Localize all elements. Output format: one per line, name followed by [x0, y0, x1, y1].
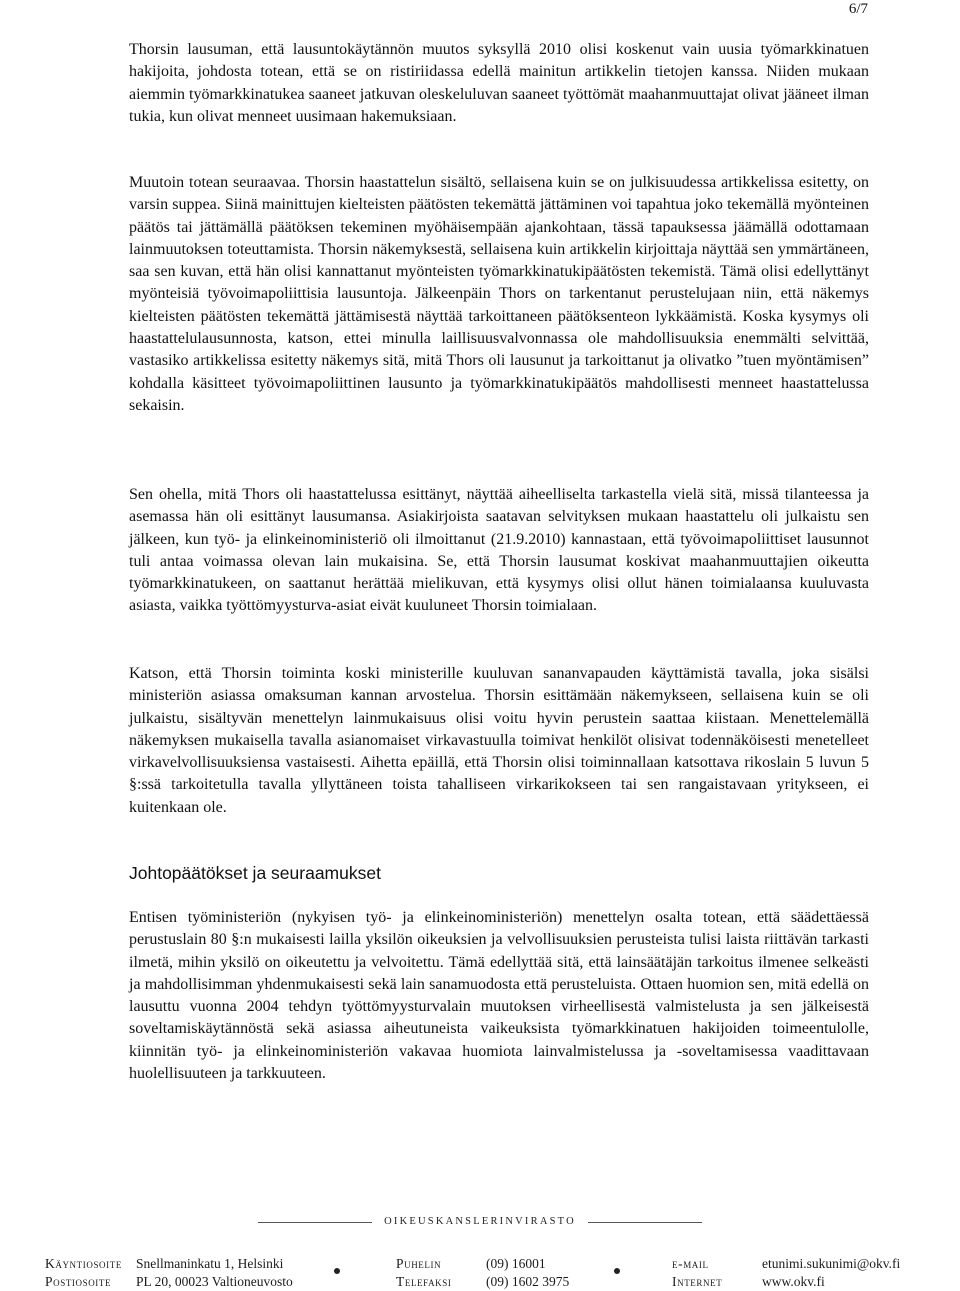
web-label: Internet — [672, 1274, 723, 1289]
web-value[interactable]: www.okv.fi — [762, 1274, 825, 1289]
paragraph-5: Entisen työministeriön (nykyisen työ- ja elinkeinoministeriön) menettelyn osalta totean, että säädettäessä perustuslain 80 §:n mukaisesti lailla yksilön oikeuksien ja velvollisuuksien perusteista tulisi laista riittävän tarkasti ilmetä, mihin yksilö on oikeutettu ja velvoitettu. Tämä edellyttää sitä, että lainsäätäjän tarkoitus ilmenee selkeästi ja mahdollisimman yhdenmukaisesti sekä lain sanamuodosta että perusteluista. Ottaen huomion sen, mitä edellä on lausuttu vuonna 2004 tehdyn työttömyysturvalain muutoksen virheellisestä valmistelusta ja sen jälkeisestä soveltamiskäytännöstä sekä asiassa aiheutuneista vaikeuksista työmarkkinatuen hakijoiden toimeentulolle, kiinnitän työ- ja elinkeinoministeriön vakavaa huomiota lainvalmistelussa ja -soveltamisessa vaadittavaan huolellisuuteen ja tarkkuuteen. — [129, 909, 869, 1083]
paragraph-1: Thorsin lausuman, että lausuntokäytännön muutos syksyllä 2010 olisi koskenut vain uusia työmarkkinatuen hakijoita, johdosta totean, että se on ristiriidassa edellä mainitun artikkelin tietojen kanssa. Niiden mukaan aiemmin työmarkkinatukea saaneet jatkuvan oleskeluluvan saaneet työttömät maahanmuuttajat olivat jääneet ilman tukia, kun olivat menneet uusimaan hakemuksiaan. — [129, 41, 869, 125]
email-label: e-mail — [672, 1256, 709, 1271]
phone-value: (09) 16001 — [486, 1256, 546, 1271]
bullet-dot-icon — [614, 1268, 620, 1274]
section-heading: Johtopäätökset ja seuraamukset — [129, 863, 381, 883]
fax-label: Telefaksi — [396, 1274, 452, 1289]
bullet-dot-icon — [334, 1268, 340, 1274]
postal-address-label: Postiosoite — [45, 1274, 112, 1289]
visiting-address-value: Snellmaninkatu 1, Helsinki — [136, 1256, 284, 1271]
brand-name: OIKEUSKANSLERINVIRASTO — [372, 1216, 588, 1227]
postal-address-value: PL 20, 00023 Valtioneuvosto — [136, 1274, 293, 1289]
phone-label: Puhelin — [396, 1256, 442, 1271]
visiting-address-label: Käyntiosoite — [45, 1256, 122, 1271]
page-number: 6/7 — [848, 1, 868, 17]
fax-value: (09) 1602 3975 — [486, 1274, 570, 1289]
paragraph-3: Sen ohella, mitä Thors oli haastattelussa esittänyt, näyttää aiheelliselta tarkastella vielä sitä, missä tilanteessa ja asemassa hän oli esittänyt lausumansa. Asiakirjoista saatavan selvityksen mukaan haastattelu oli julkaistu sen jälkeen, kun työ- ja elinkeinoministeriö oli ilmoittanut (21.9.2010) kannastaan, että työvoimapoliittiset lausunnot tuli antaa voimassa olevan lain mukaisina. Se, että Thorsin lausumat koskivat maahanmuuttajien oikeutta työmarkkinatukeen, on saattanut herättää mielikuvan, että kysymys olisi ollut hänen toimialaansa kuuluvasta asiasta, vaikka työttömyysturva-asiat eivät kuuluneet Thorsin toimialaan. — [129, 486, 869, 615]
paragraph-2: Muutoin totean seuraavaa. Thorsin haastattelun sisältö, sellaisena kuin se on julkisuudessa artikkelissa esitetty, on varsin suppea. Siinä mainittujen kielteisten päätösten tekemättä jättäminen voi tapahtua joko tekemällä myönteinen päätös tai jättämällä päätöksen tekeminen myöhäisempään ajankohtaan, tässä tapauksessa jäämällä odottamaan lainmuutoksen toteuttamista. Thorsin näkemyksestä, sellaisena kuin artikkelin kirjoittaja näyttää sen ymmärtäneen, saa sen kuvan, että hän olisi kannattanut myönteisten työmarkkinatukipäätösten tekemistä. Tämä olisi edellyttänyt myönteisiä työvoimapoliittisia lausuntoja. Jälkeenpäin Thors on tarkentanut perustelujaan niin, että näkemys kielteisten päätösten tekemättä jättämisestä näyttää tarkoittaneen päätöksenteon lykkäämistä. Koska kysymys oli haastattelulausunnosta, katson, ettei minulla laillisuusvalvonnassa ole mahdollisuuksia enemmälti selvittää, vastasiko artikkelissa esitetty näkemys sitä, mitä Thors oli lausunut ja tarkoittanut ja olivatko ”tuen myöntämisen” kohdalla käsitteet työvoimapoliittinen lausunto ja työmarkkinatukipäätös mahdollisesti menneet haastattelussa sekaisin. — [129, 174, 869, 414]
email-value[interactable]: etunimi.sukunimi@okv.fi — [762, 1256, 901, 1271]
footer-brand — [0, 1214, 960, 1230]
paragraph-4: Katson, että Thorsin toiminta koski ministerille kuuluvan sananvapauden käyttämistä tavalla, joka sisälsi ministeriön asiassa omaksuman kannan arvostelua. Thorsin esittämään näkemykseen, sellaisena kuin se oli julkaistu, sisältyvän menettelyn lainmukaisuus olisi voitu hyvin perustein saattaa kiistaan. Menettelemällä näkemyksen mukaisella tavalla asianomaiset virkavastuulla toimivat henkilöt olisivat todennäköisesti menetelleet virkavelvollisuuksiensa vastaisesti. Aihetta epäillä, että Thorsin olisi toiminnallaan katsottava rikoslain 5 luvun 5 §:ssä tarkoitetulla tavalla yllyttäneen toista tahalliseen virkarikokseen tai sen rangaistavaan yritykseen, ei kuitenkaan ole. — [129, 665, 869, 816]
